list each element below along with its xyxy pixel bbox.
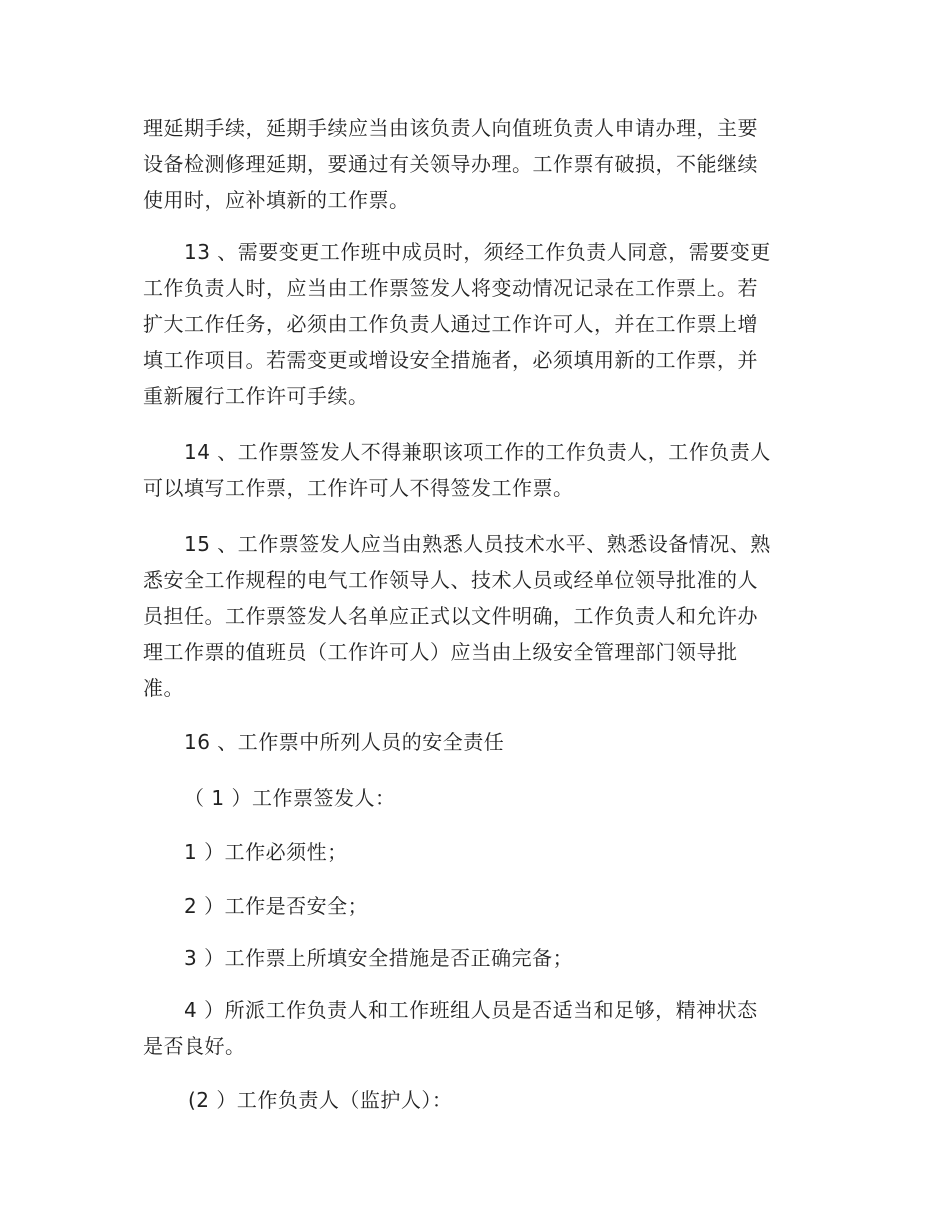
sub-1-point: 3 ）工作票上所填安全措施是否正确完备； xyxy=(184,946,574,970)
sub-1-point-4-line: 是否良好。 xyxy=(143,1034,246,1058)
item-13-line: 扩大工作任务，必须由工作负责人通过工作许可人，并在工作票上增 xyxy=(143,312,758,336)
sub-1-point: 2 ）工作是否安全； xyxy=(184,894,369,918)
paragraph-line: 设备检测修理延期，要通过有关领导办理。工作票有破损，不能继续 xyxy=(143,152,758,176)
item-13-line: 13 、需要变更工作班中成员时，须经工作负责人同意，需要变更 xyxy=(184,240,771,264)
item-15-line: 理工作票的值班员（工作许可人）应当由上级安全管理部门领导批 xyxy=(143,640,738,664)
sub-1-heading: （ 1 ）工作票签发人： xyxy=(184,786,396,810)
sub-2-heading: (2 ）工作负责人（监护人）： xyxy=(188,1088,453,1112)
item-15-line: 员担任。工作票签发人名单应正式以文件明确，工作负责人和允许办 xyxy=(143,604,758,628)
sub-1-point: 1 ）工作必须性； xyxy=(184,840,348,864)
paragraph-line: 理延期手续，延期手续应当由该负责人向值班负责人申请办理，主要 xyxy=(143,116,758,140)
item-14-line: 可以填写工作票，工作许可人不得签发工作票。 xyxy=(143,476,574,500)
item-14-line: 14 、工作票签发人不得兼职该项工作的工作负责人，工作负责人 xyxy=(184,440,771,464)
item-13-line: 工作负责人时，应当由工作票签发人将变动情况记录在工作票上。若 xyxy=(143,276,758,300)
item-15-line: 悉安全工作规程的电气工作领导人、技术人员或经单位领导批准的人 xyxy=(143,568,758,592)
item-13-line: 重新履行工作许可手续。 xyxy=(143,384,369,408)
paragraph-line: 使用时，应补填新的工作票。 xyxy=(143,188,410,212)
item-15-line: 15 、工作票签发人应当由熟悉人员技术水平、熟悉设备情况、熟 xyxy=(184,532,771,556)
sub-1-point-4-line: 4 ）所派工作负责人和工作班组人员是否适当和足够，精神状态 xyxy=(184,998,758,1022)
item-13-line: 填工作项目。若需变更或增设安全措施者，必须填用新的工作票，并 xyxy=(143,348,758,372)
item-16-heading: 16 、工作票中所列人员的安全责任 xyxy=(184,730,505,754)
item-15-line: 准。 xyxy=(143,676,184,700)
